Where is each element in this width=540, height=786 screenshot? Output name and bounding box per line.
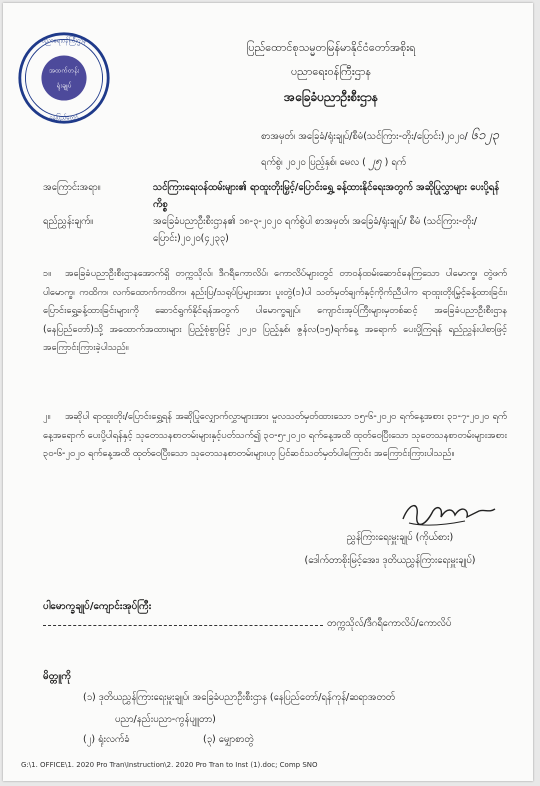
- reference-label: စာအမှတ်၊: [261, 131, 296, 142]
- date-label: ရက်စွဲ၊: [261, 157, 283, 168]
- cc-item-1: (၁) ဒုတိယညွှန်ကြားရေးမှူးချုပ်၊ အခြေခံပညာဦးစီးဌာန (နေပြည်တော်/ရန်ကုန်/ဆရာအတတ်: [83, 692, 395, 703]
- paragraph-2: [43, 408, 507, 464]
- reference-text: အခြေခံ/ရုံးချုပ်/စီမံ(သင်ကြား-တိုး/ပြောင်း)၂၀၂၀/: [298, 131, 468, 142]
- handwritten-signature: [395, 497, 515, 531]
- document-page: [3, 3, 533, 781]
- cc-item-2: (၂) ရုံးလက်ခံ: [83, 734, 130, 745]
- cc-item-1-cont: ပညာ/နည်းပညာ-ကွန်ပျူတာ): [115, 714, 216, 725]
- cc-label: မိတ္တူကို: [43, 671, 72, 682]
- header-department: အခြေခံပညာဦးစီးဌာန: [284, 90, 378, 104]
- seal-bottom-line: ရုံးချုပ်: [56, 81, 72, 90]
- official-seal: [17, 31, 111, 125]
- date-day: ၂၅: [368, 154, 382, 168]
- seal-top-line: အထက်တန်း: [48, 66, 80, 75]
- paragraph-text: အခြေခံပညာဦးစီးဌာနအောက်ရှိ တက္ကသိုလ်၊ ဒီဂရီကောလိပ်၊ ကောလိပ်များတွင် တာဝန်ထမ်းဆောင်နေကြသော ပါမောက္ခ၊ တွဲဖက်ပါမောက္ခ၊ ကထိက၊ လက်ထောက်ကထိက၊ နည်းပြ/သရုပ်ပြများအား ပူးတွဲ(၁)ပါ သတ်မှတ်ချက်နှင့်ကိုက်ညီပါက ရာထူးတိုးမြှင့်ခန့်ထားခြင်း၊ ပြောင်းရွှေ့ခန့်ထားခြင်းများကို ဆောင်ရွက်နိုင်ရန်အတွက် ပါမောက္ခချုပ်၊ ကျောင်းအုပ်ကြီးများမှတစ်ဆင့် အခြေခံပညာဦးစီးဌာန (နေပြည်တော်)သို့ အထောက်အထားများ ပြည့်စုံစွာဖြင့် ၂၀၂၀ ပြည့်နှစ်၊ ဇွန်လ(၁၅)ရက်နေ့ အရောက် ပေးပို့ကြရန် ရည်ညွှန်းပါစာဖြင့် အကြောင်းကြားခဲ့ပါသည်။: [43, 268, 507, 353]
- reference-line: [261, 127, 499, 146]
- footer-file-path: G:\1. OFFICE\1. 2020 Pro Tran\Instruction\2. 2020 Pro Tran to Inst (1).doc; Comp SNO: [21, 761, 318, 769]
- reference-number: ၆၁၂၃: [470, 128, 500, 143]
- subject-label: အကြောင်းအရာ။: [43, 182, 101, 193]
- signatory-name: (ဒေါက်တာစိုးမြင့်အေး၊ ဒုတိယညွှန်ကြားရေးမှူးချုပ်): [304, 555, 476, 566]
- date-text: ၂၀၂၀ ပြည့်နှစ်၊ မေလ (: [285, 157, 366, 168]
- header-ministry: ပညာရေးဝန်ကြီးဌာန: [290, 65, 372, 78]
- subject-text: သင်ကြားရေးဝန်ထမ်းများ၏ ရာထူးတိုးမြှင့်/ပြောင်းရွှေ့ ခန့်ထားနိုင်ရေးအတွက် အဆိုပြုလွှာများ ပေးပို့ရန်ကိစ္စ: [153, 182, 500, 210]
- paragraph-text: အဆိုပါ ရာထူးတိုး/ပြောင်းရွှေ့ရန် အဆိုပြုလျှောက်လွှာများအား မူလသတ်မှတ်ထားသော ၁၅-၆-၂၀၂၀ ရက်နေ့အစား ၃၁-၇-၂၀၂၀ ရက်နေ့အရောက် ပေးပို့ပါရန်နှင့် သုတေသနစာတမ်းများနှင့်ပတ်သက်၍ ၃၀-၅-၂၀၂၀ ရက်နေ့အထိ ထုတ်ဝေပြီးသော သုတေသနစာတမ်းများအစား ၃၀-၆-၂၀၂၀ ရက်နေ့အထိ ထုတ်ဝေပြီးသော သုတေသနစာတမ်းများဟု ပြင်ဆင်သတ်မှတ်ပါကြောင်း အကြောင်းကြားပါသည်။: [43, 411, 507, 459]
- header-government: ပြည်ထောင်စုသမ္မတမြန်မာနိုင်ငံတော်အစိုးရ: [246, 41, 416, 54]
- paragraph-1: [43, 265, 507, 358]
- recipient-destination: တက္ကသိုလ်/ဒီဂရီကောလိပ်/ကောလိပ်: [327, 618, 452, 629]
- reference-doc-text: အခြေခံပညာဦးစီးဌာန၏ ၁၈-၃-၂၀၂၀ ရက်စွဲပါ စာအမှတ်၊ အခြေခံ/ရုံးချုပ်/ စီမံ (သင်ကြား-တိုး/ပြောင်း)၂၀၂၀(၄၂၃၃): [153, 216, 477, 244]
- recipient-label: ပါမောက္ခချုပ်/ကျောင်းအုပ်ကြီး: [43, 601, 152, 612]
- dotted-line: [43, 625, 323, 626]
- cc-item-3: (၃) မျှောစာတွဲ: [203, 734, 254, 745]
- signatory-title: ညွှန်ကြားရေးမှူးချုပ် (ကိုယ်စား): [346, 532, 454, 543]
- date-suffix: ) ရက်: [384, 157, 407, 168]
- reference-doc-label: ရည်ညွှန်းချက်။: [43, 216, 94, 227]
- seal-stamp-text: နေပြည်တော်: [49, 114, 79, 122]
- paragraph-number: ၂။: [43, 411, 51, 422]
- paragraph-number: ၁။: [43, 268, 52, 279]
- seal-ring-text: ပညာရေးဝန်ကြီးဌာန: [41, 37, 87, 45]
- date-line: [261, 153, 406, 171]
